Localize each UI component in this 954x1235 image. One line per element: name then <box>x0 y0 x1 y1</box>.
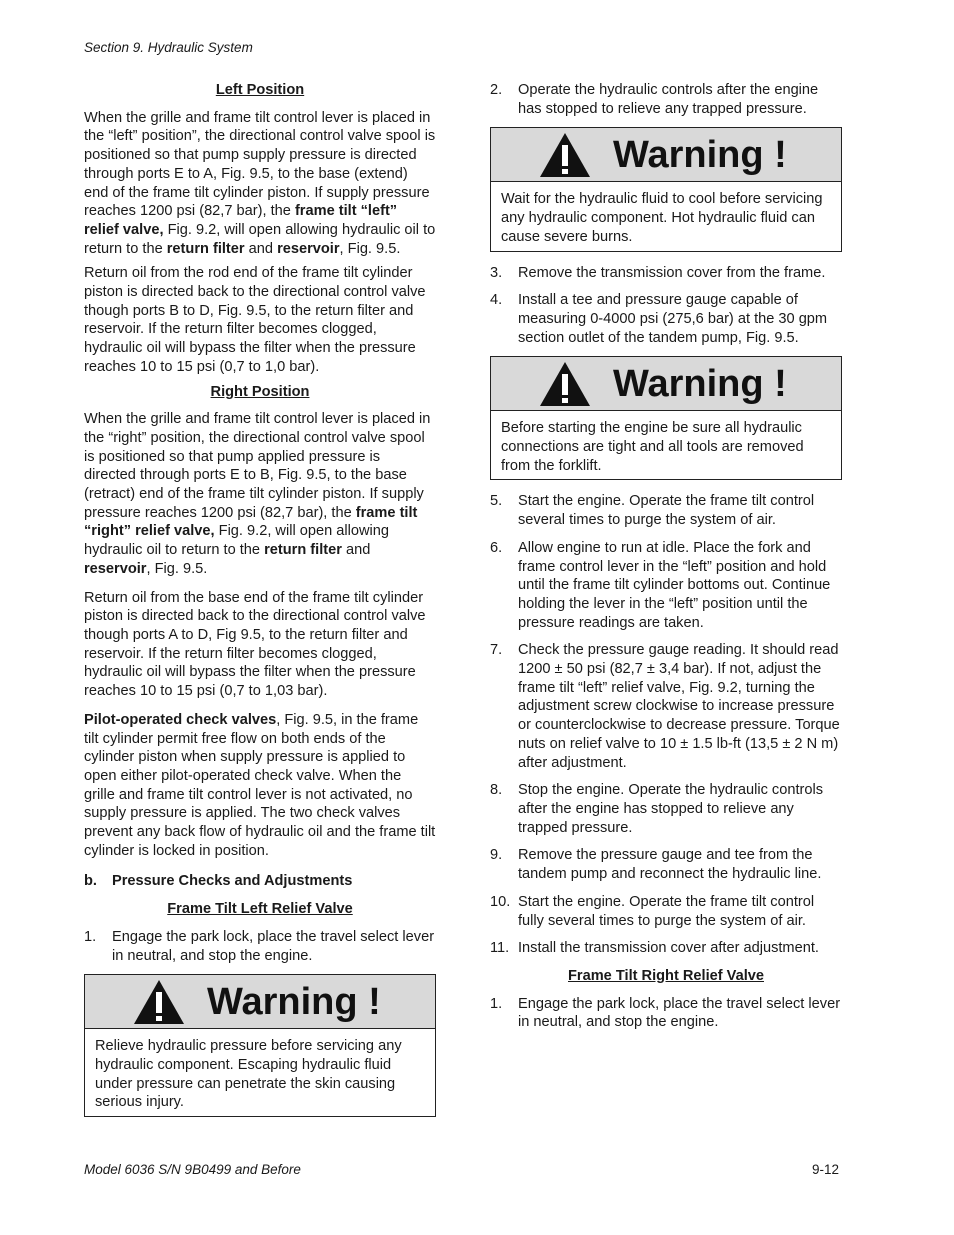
left-column <box>84 81 436 1129</box>
warning-text: Relieve hydraulic pressure before servicing any hydraulic component. Escaping hydraulic fluid under pressure can penetrate the skin causing serious injury. <box>95 1038 402 1111</box>
warning-box <box>490 127 842 251</box>
warning-title: Warning ! <box>613 133 787 176</box>
right-relief-valve-heading: Frame Tilt Right Relief Valve <box>568 967 764 984</box>
warning-title: Warning ! <box>613 362 787 405</box>
list-item: 2. Operate the hydraulic controls after the engine has stopped to relieve any trapped pressure. <box>490 82 819 117</box>
footer-model: Model 6036 S/N 9B0499 and Before <box>84 1162 301 1177</box>
right-position-paragraph: When the grille and frame tilt control lever is placed in the “right” position, the directional control valve spool is positioned so that pump applied pressure is directed through ports E to B, Fig. 9.5, to the base (retract) end of the frame tilt cylinder piston. If supply pressure reaches 1200 psi (82,7 bar), the frame tilt “right” relief valve, Fig. 9.2, will open allowing hydraulic oil to return to the return filter and reservoir, Fig. 9.5. <box>84 411 431 577</box>
left-relief-valve-heading: Frame Tilt Left Relief Valve <box>167 901 353 918</box>
warning-text: Before starting the engine be sure all hydraulic connections are tight and all tools are removed from the forklift. <box>501 420 804 474</box>
left-return-oil-paragraph: Return oil from the rod end of the frame tilt cylinder piston is directed back to the directional control valve though ports B to D, Fig. 9.5, to the return filter and reservoir. If the return filter becomes clogged, hydraulic oil will bypass the filter when the pressure reaches 10 to 15 psi (0,7 to 1,0 bar). <box>84 265 426 375</box>
right-column <box>490 81 842 1041</box>
warning-triangle-icon <box>539 132 591 178</box>
list-item: 7. Check the pressure gauge reading. It should read 1200 ± 50 psi (82,7 ± 3,4 bar). If not, adjust the frame tilt “left” relief valve, Fig. 9.2, turning the adjustment screw clockwise to increase pressure or counterclockwise to decrease pressure. Torque nuts on relief valve to 10 ± 1.5 lb-ft (13,5 ± 2 N m) after adjustment. <box>490 642 840 771</box>
warning-box <box>84 974 436 1117</box>
right-position-heading: Right Position <box>210 383 310 400</box>
section-b-heading: b. Pressure Checks and Adjustments <box>84 873 353 890</box>
warning-triangle-icon <box>539 361 591 407</box>
list-item: 9. Remove the pressure gauge and tee from the tandem pump and reconnect the hydraulic line. <box>490 847 822 883</box>
warning-box <box>490 356 842 480</box>
list-item: 5. Start the engine. Operate the frame tilt control several times to purge the system of air. <box>490 493 815 529</box>
list-item: 11. Install the transmission cover after adjustment. <box>490 940 819 957</box>
left-position-paragraph: When the grille and frame tilt control lever is placed in the “left” position”, the directional control valve spool is positioned so that pump supply pressure is directed through ports E to A, Fig. 9.5, to the base (extend) end of the frame tilt cylinder piston. If supply pressure reaches 1200 psi (82,7 bar), the frame tilt “left” relief valve, Fig. 9.2, will open allowing hydraulic oil to return to the return filter and reservoir, Fig. 9.5. <box>84 109 436 257</box>
pilot-check-valves-paragraph: Pilot-operated check valves, Fig. 9.5, in the frame tilt cylinder permit free flow on both ends of the cylinder piston when supply pressure is applied to open either pilot-operated check valve. When the grille and frame tilt control lever is not activated, no supply pressure is applied. The two check valves prevent any back flow of hydraulic oil and the frame tilt cylinder is locked in position. <box>84 711 436 859</box>
list-item: 8. Stop the engine. Operate the hydraulic controls after the engine has stopped to relieve any trapped pressure. <box>490 782 824 836</box>
list-item: 6. Allow engine to run at idle. Place the fork and frame control lever in the “left” position and hold until the frame tilt cylinder bottoms out. Continue holding the lever in the “left” position until the pressure readings are taken. <box>490 539 831 631</box>
warning-title: Warning ! <box>207 980 381 1023</box>
right-return-oil-paragraph: Return oil from the base end of the frame tilt cylinder piston is directed back to the directional control valve though ports A to D, Fig 9.5, to the return filter and reservoir. If the return filter becomes clogged, hydraulic oil will bypass the filter when the pressure reaches 10 to 15 psi (0,7 to 1,03 bar). <box>84 589 426 700</box>
list-item: 10. Start the engine. Operate the frame tilt control fully several times to purge the system of air. <box>490 893 815 929</box>
list-item: 1. Engage the park lock, place the travel select lever in neutral, and stop the engine. <box>84 928 435 964</box>
left-position-heading: Left Position <box>215 82 305 98</box>
warning-text: Wait for the hydraulic fluid to cool before servicing any hydraulic component. Hot hydraulic fluid can cause severe burns. <box>501 191 823 245</box>
warning-triangle-icon <box>133 979 185 1025</box>
running-header: Section 9. Hydraulic System <box>84 40 253 55</box>
page-number: 9-12 <box>812 1162 840 1177</box>
list-item: 3. Remove the transmission cover from the frame. <box>490 264 826 281</box>
list-item: 1. Engage the park lock, place the travel select lever in neutral, and stop the engine. <box>490 995 841 1031</box>
list-item: 4. Install a tee and pressure gauge capable of measuring 0-4000 psi (275,6 bar) at the 30 gpm section outlet of the tandem pump, Fig. 9.5. <box>490 292 828 346</box>
